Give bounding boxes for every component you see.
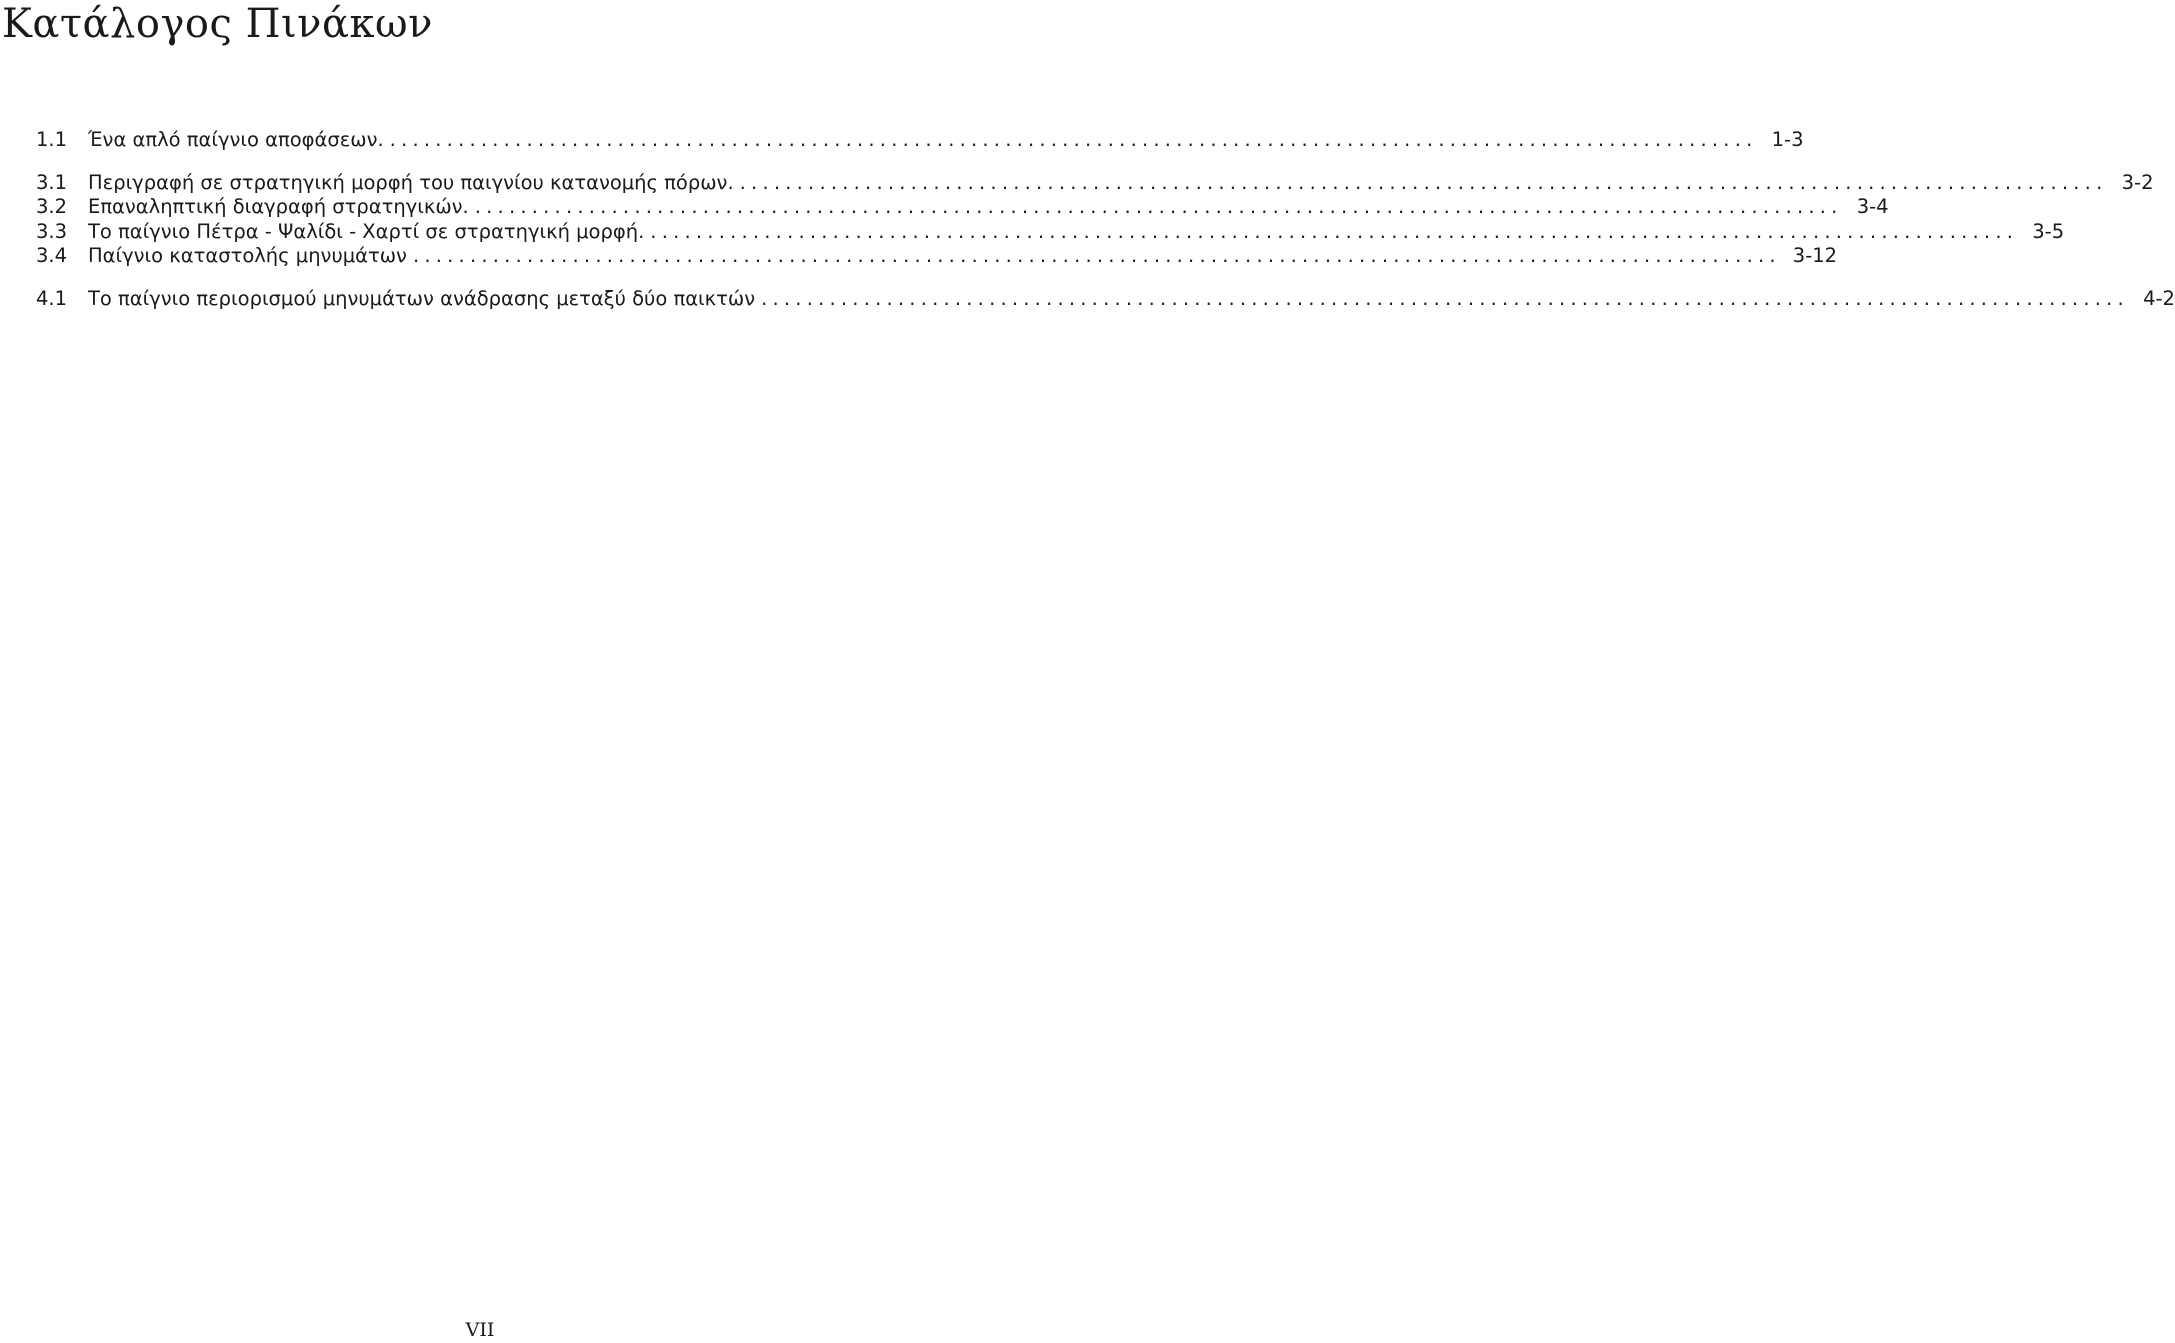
table-page: 3-12 <box>1792 244 1838 267</box>
toc-entry[interactable] <box>36 286 2175 312</box>
table-caption: Περιγραφή σε στρατηγική μορφή του παιγνίου κατανομής πόρων. <box>88 170 734 194</box>
table-caption: Ένα απλό παίγνιο αποφάσεων. <box>88 128 384 151</box>
toc-group-chapter-4 <box>36 286 2175 312</box>
list-of-tables <box>36 128 2175 329</box>
toc-entry[interactable] <box>36 219 2065 245</box>
table-number: 3.4 <box>36 244 68 267</box>
toc-group-chapter-3 <box>36 170 2154 269</box>
table-page: 4-2 <box>2143 286 2175 310</box>
table-caption: Το παίγνιο Πέτρα - Ψαλίδι - Χαρτί σε στρατηγική μορφή. <box>88 219 645 243</box>
table-number: 3.2 <box>36 195 68 218</box>
toc-group-chapter-1 <box>36 128 1804 153</box>
table-page: 1-3 <box>1771 128 1804 151</box>
toc-entry[interactable] <box>36 244 1838 269</box>
table-caption: Παίγνιο καταστολής μηνυμάτων <box>88 244 407 267</box>
dot-leader: ........................................................................................................................ <box>650 219 2019 243</box>
dot-leader: ........................................................................................................................ <box>389 128 1758 151</box>
page-title: Κατάλογος Πινάκων <box>2 1 433 47</box>
table-caption: Το παίγνιο περιορισμού μηνυμάτων ανάδρασης μεταξύ δύο παικτών <box>88 286 756 310</box>
table-number: 3.3 <box>36 219 68 243</box>
toc-entry[interactable] <box>36 170 2154 196</box>
toc-entry[interactable] <box>36 195 1889 220</box>
table-page: 3-2 <box>2121 170 2154 194</box>
table-number: 4.1 <box>36 286 68 310</box>
table-caption: Επαναληπτική διαγραφή στρατηγικών. <box>88 195 469 218</box>
dot-leader: ........................................................................................................................ <box>412 244 1781 267</box>
page-number: VII <box>465 1319 495 1341</box>
toc-entry[interactable] <box>36 128 1804 153</box>
table-page: 3-4 <box>1856 195 1889 218</box>
table-number: 1.1 <box>36 128 68 151</box>
table-number: 3.1 <box>36 170 68 194</box>
table-page: 3-5 <box>2032 219 2065 243</box>
dot-leader: ........................................................................................................................ <box>739 170 2108 194</box>
dot-leader: ........................................................................................................................ <box>474 195 1843 218</box>
dot-leader: ........................................................................................................................ <box>761 286 2129 310</box>
